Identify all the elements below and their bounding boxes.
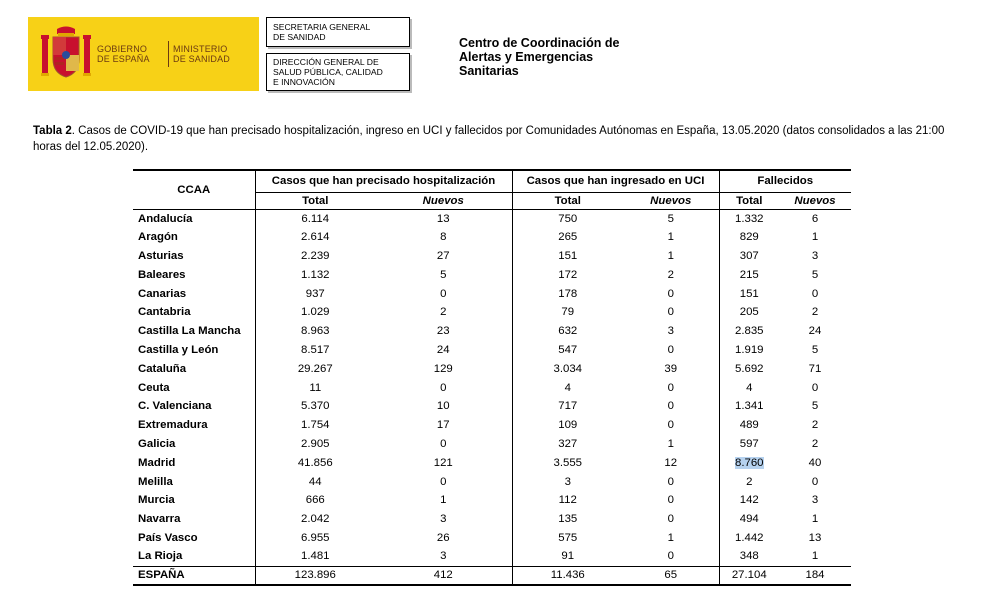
cell-f-nuevos: 71 xyxy=(808,362,822,375)
header-hospitalization: Casos que han precisado hospitalización xyxy=(255,170,512,192)
cell-h-total: 8.517 xyxy=(255,341,375,360)
table-row xyxy=(133,397,851,416)
cell-h-total: 5.370 xyxy=(255,397,375,416)
cell-f-nuevos: 2 xyxy=(811,437,819,450)
cell-f-total: 597 xyxy=(719,435,779,454)
cell-u-nuevos: 0 xyxy=(667,306,674,319)
cell-f-total: 829 xyxy=(719,228,779,247)
cell-f-total: 1.442 xyxy=(719,529,779,548)
table-row xyxy=(133,359,851,378)
cell-u-nuevos: 12 xyxy=(664,456,678,469)
cell-u-total: 327 xyxy=(512,435,623,454)
cell-h-nuevos: 24 xyxy=(436,343,450,356)
center-line-3: Sanitarias xyxy=(459,64,519,78)
table-row xyxy=(133,416,851,435)
cell-u-total: 575 xyxy=(512,529,623,548)
cell-f-total: 142 xyxy=(719,491,779,510)
government-logo-block xyxy=(28,17,259,91)
cell-h-nuevos: 0 xyxy=(440,287,447,300)
cell-h-nuevos: 5 xyxy=(440,268,447,281)
cell-u-total: 3.555 xyxy=(512,453,623,472)
cell-f-total: 1.341 xyxy=(719,397,779,416)
cell-f-nuevos: 24 xyxy=(808,325,822,338)
cell-u-total: 109 xyxy=(512,416,623,435)
ministerio-label xyxy=(173,44,230,64)
cell-name: Ceuta xyxy=(138,381,170,394)
cell-u-nuevos: 0 xyxy=(667,400,674,413)
cell-u-total: 91 xyxy=(512,547,623,566)
cell-h-total: 123.896 xyxy=(255,566,375,585)
caption-text: . Casos de COVID-19 que han precisado hospitalización, ingreso en UCI y fallecidos por Comunidades Autónomas en España, 13.05.2020 (datos consolidados a las 21:00 horas del 12.05.2020). xyxy=(33,125,945,153)
cell-name: Melilla xyxy=(138,475,173,488)
cell-f-total xyxy=(719,453,779,472)
cell-h-total: 8.963 xyxy=(255,322,375,341)
cell-h-total: 2.614 xyxy=(255,228,375,247)
cell-h-nuevos: 129 xyxy=(433,362,453,375)
cell-u-total: 178 xyxy=(512,284,623,303)
highlighted-value: 8.760 xyxy=(734,456,764,469)
table-row xyxy=(133,228,851,247)
table-row xyxy=(133,472,851,491)
cell-name: Galicia xyxy=(138,437,176,450)
cell-u-nuevos: 0 xyxy=(667,381,674,394)
cell-h-total: 44 xyxy=(255,472,375,491)
gobierno-label xyxy=(97,44,150,64)
cell-u-nuevos: 1 xyxy=(667,437,674,450)
cell-name: Baleares xyxy=(138,268,186,281)
table-row xyxy=(133,284,851,303)
cell-f-total: 151 xyxy=(719,284,779,303)
cell-h-total: 2.239 xyxy=(255,247,375,266)
coat-of-arms-icon xyxy=(40,25,92,83)
table-row xyxy=(133,453,851,472)
table-row xyxy=(133,435,851,454)
cell-name: Andalucía xyxy=(138,212,193,225)
table-row xyxy=(133,378,851,397)
cell-f-total: 215 xyxy=(719,265,779,284)
cell-u-total: 547 xyxy=(512,341,623,360)
table-row xyxy=(133,529,851,548)
center-line-1: Centro de Coordinación de xyxy=(459,36,620,50)
covid-table xyxy=(133,169,851,586)
cell-u-total: 135 xyxy=(512,510,623,529)
header-f-total: Total xyxy=(719,192,779,209)
cell-name: Navarra xyxy=(138,513,181,526)
box2-line-3: E INNOVACIÓN xyxy=(273,77,335,87)
cell-u-nuevos: 1 xyxy=(667,231,674,244)
header-u-total: Total xyxy=(512,192,623,209)
cell-u-total: 11.436 xyxy=(512,566,623,585)
cell-f-nuevos: 13 xyxy=(808,531,822,544)
cell-u-total: 265 xyxy=(512,228,623,247)
cell-u-nuevos: 2 xyxy=(667,268,674,281)
cell-name: Cataluña xyxy=(138,362,187,375)
cell-f-total: 1.332 xyxy=(719,209,779,228)
cell-h-total: 1.132 xyxy=(255,265,375,284)
cell-h-nuevos: 2 xyxy=(440,306,447,319)
cell-name: C. Valenciana xyxy=(138,400,212,413)
table-body xyxy=(133,209,851,566)
cell-h-total: 937 xyxy=(255,284,375,303)
cell-f-nuevos: 0 xyxy=(811,287,819,300)
cell-name: Aragón xyxy=(138,231,178,244)
box2-line-1: DIRECCIÓN GENERAL DE xyxy=(273,57,379,67)
cell-f-nuevos: 5 xyxy=(811,400,819,413)
cell-h-nuevos: 23 xyxy=(436,325,450,338)
center-title xyxy=(459,36,679,78)
cell-f-nuevos: 3 xyxy=(811,249,819,262)
cell-f-nuevos: 40 xyxy=(808,456,822,469)
direccion-box xyxy=(266,53,410,91)
cell-f-nuevos: 1 xyxy=(811,550,819,563)
cell-u-total: 172 xyxy=(512,265,623,284)
cell-h-total: 6.114 xyxy=(255,209,375,228)
cell-f-nuevos: 2 xyxy=(811,419,819,432)
table-row xyxy=(133,510,851,529)
cell-h-total: 29.267 xyxy=(255,359,375,378)
cell-f-nuevos: 5 xyxy=(811,343,819,356)
cell-f-total: 2 xyxy=(719,472,779,491)
cell-h-nuevos: 0 xyxy=(440,475,447,488)
cell-h-nuevos: 13 xyxy=(436,212,450,225)
header-f-nuevos: Nuevos xyxy=(779,192,851,209)
header-u-nuevos: Nuevos xyxy=(623,192,719,209)
cell-h-total: 1.754 xyxy=(255,416,375,435)
cell-u-nuevos: 1 xyxy=(667,531,674,544)
cell-u-total: 750 xyxy=(512,209,623,228)
header-ccaa: CCAA xyxy=(133,170,255,209)
box1-line-2: DE SANIDAD xyxy=(273,32,326,42)
cell-name: Murcia xyxy=(138,494,175,507)
cell-f-nuevos: 0 xyxy=(811,381,819,394)
cell-f-nuevos: 2 xyxy=(811,306,819,319)
header-h-nuevos: Nuevos xyxy=(375,192,512,209)
cell-h-total: 11 xyxy=(255,378,375,397)
cell-h-nuevos: 17 xyxy=(436,419,450,432)
cell-h-nuevos: 10 xyxy=(436,400,450,413)
cell-u-total: 112 xyxy=(512,491,623,510)
cell-u-nuevos: 0 xyxy=(667,494,674,507)
header-fallecidos: Fallecidos xyxy=(719,170,851,192)
cell-f-nuevos: 1 xyxy=(811,513,819,526)
cell-h-nuevos: 0 xyxy=(440,381,447,394)
cell-h-nuevos: 1 xyxy=(440,494,447,507)
cell-u-nuevos: 5 xyxy=(667,212,674,225)
cell-h-total: 2.042 xyxy=(255,510,375,529)
gov-line-1: GOBIERNO xyxy=(97,44,148,54)
cell-u-nuevos: 1 xyxy=(667,249,674,262)
cell-f-total: 489 xyxy=(719,416,779,435)
cell-u-nuevos: 0 xyxy=(667,343,674,356)
cell-h-total: 1.481 xyxy=(255,547,375,566)
cell-name: Madrid xyxy=(138,456,176,469)
cell-name: Castilla y León xyxy=(138,343,219,356)
secretaria-box xyxy=(266,17,410,47)
cell-u-total: 79 xyxy=(512,303,623,322)
cell-h-nuevos: 0 xyxy=(440,437,447,450)
cell-u-total: 717 xyxy=(512,397,623,416)
table-row xyxy=(133,247,851,266)
caption-label: Tabla 2 xyxy=(33,125,72,137)
cell-u-nuevos: 0 xyxy=(667,475,674,488)
cell-f-nuevos: 5 xyxy=(811,268,819,281)
table-row xyxy=(133,491,851,510)
table-row xyxy=(133,303,851,322)
cell-u-total: 3 xyxy=(512,472,623,491)
cell-f-total: 307 xyxy=(719,247,779,266)
cell-u-total: 3.034 xyxy=(512,359,623,378)
center-line-2: Alertas y Emergencias xyxy=(459,50,594,64)
cell-h-nuevos: 121 xyxy=(433,456,453,469)
cell-name: Cantabria xyxy=(138,306,191,319)
cell-h-nuevos: 26 xyxy=(436,531,450,544)
cell-u-total: 151 xyxy=(512,247,623,266)
cell-u-nuevos: 0 xyxy=(667,287,674,300)
cell-f-total: 4 xyxy=(719,378,779,397)
cell-f-total: 494 xyxy=(719,510,779,529)
cell-h-nuevos: 3 xyxy=(440,550,447,563)
cell-name: País Vasco xyxy=(138,531,198,544)
cell-h-total: 2.905 xyxy=(255,435,375,454)
cell-f-total: 2.835 xyxy=(719,322,779,341)
table-row xyxy=(133,322,851,341)
cell-h-total: 1.029 xyxy=(255,303,375,322)
cell-h-total: 6.955 xyxy=(255,529,375,548)
cell-f-nuevos: 0 xyxy=(811,475,819,488)
cell-name: La Rioja xyxy=(138,550,183,563)
header-h-total: Total xyxy=(255,192,375,209)
gov-line-2: DE ESPAÑA xyxy=(97,54,150,64)
cell-f-total: 5.692 xyxy=(719,359,779,378)
table-row xyxy=(133,265,851,284)
cell-f-total: 1.919 xyxy=(719,341,779,360)
logo-divider xyxy=(168,41,169,67)
cell-f-nuevos: 1 xyxy=(811,231,819,244)
cell-u-nuevos: 39 xyxy=(664,362,678,375)
cell-f-nuevos: 6 xyxy=(811,212,819,225)
cell-u-total: 4 xyxy=(512,378,623,397)
table-caption xyxy=(33,123,969,155)
min-line-2: DE SANIDAD xyxy=(173,54,231,64)
table-row xyxy=(133,341,851,360)
cell-name: ESPAÑA xyxy=(133,566,255,585)
min-line-1: MINISTERIO xyxy=(173,44,228,54)
cell-h-total: 41.856 xyxy=(255,453,375,472)
cell-h-nuevos: 3 xyxy=(440,513,447,526)
cell-f-total: 205 xyxy=(719,303,779,322)
cell-u-nuevos: 0 xyxy=(667,550,674,563)
cell-f-total: 348 xyxy=(719,547,779,566)
cell-f-nuevos: 184 xyxy=(779,566,851,585)
cell-u-nuevos: 0 xyxy=(667,419,674,432)
table-row-total xyxy=(133,566,851,585)
cell-h-total: 666 xyxy=(255,491,375,510)
cell-u-nuevos: 3 xyxy=(667,325,674,338)
cell-name: Extremadura xyxy=(138,419,208,432)
cell-name: Castilla La Mancha xyxy=(138,325,241,338)
cell-name: Canarias xyxy=(138,287,187,300)
cell-f-total: 27.104 xyxy=(719,566,779,585)
header-uci: Casos que han ingresado en UCI xyxy=(512,170,719,192)
cell-u-nuevos: 0 xyxy=(667,513,674,526)
cell-name: Asturias xyxy=(138,249,184,262)
cell-h-nuevos: 412 xyxy=(375,566,512,585)
cell-u-nuevos: 65 xyxy=(623,566,719,585)
cell-f-nuevos: 3 xyxy=(811,494,819,507)
cell-h-nuevos: 27 xyxy=(436,249,450,262)
cell-u-total: 632 xyxy=(512,322,623,341)
cell-h-nuevos: 8 xyxy=(440,231,447,244)
box1-line-1: SECRETARIA GENERAL xyxy=(273,22,371,32)
box2-line-2: SALUD PÚBLICA, CALIDAD xyxy=(273,67,383,77)
table-row xyxy=(133,209,851,228)
table-row xyxy=(133,547,851,566)
